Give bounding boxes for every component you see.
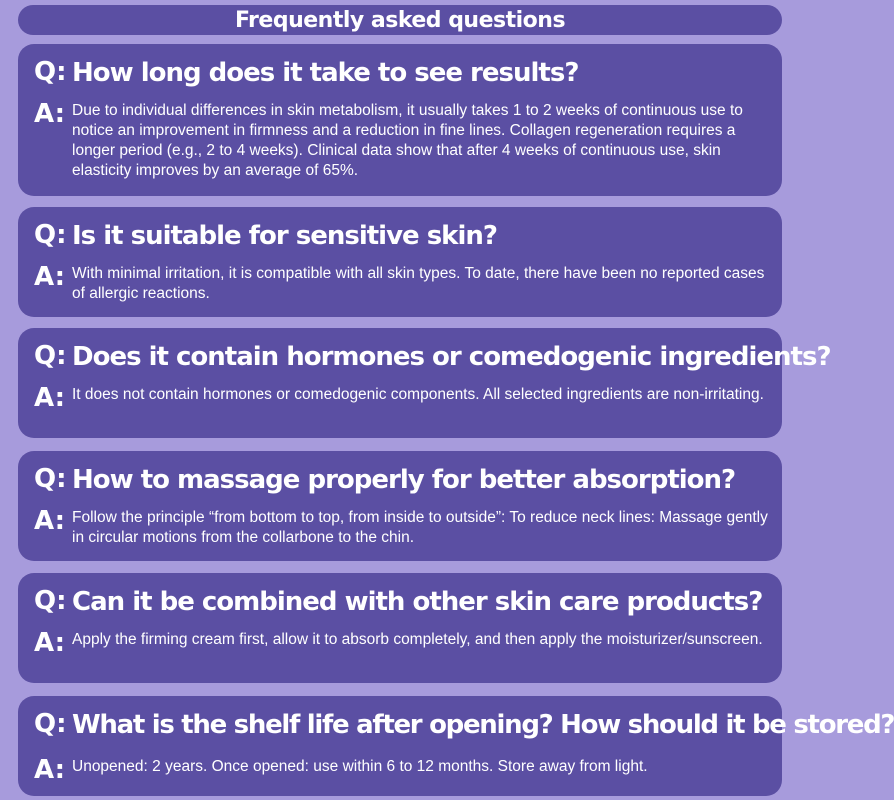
faq-card-massage bbox=[18, 451, 782, 561]
answer-marker: A: bbox=[34, 99, 66, 129]
faq-card-results-time bbox=[18, 44, 782, 196]
faq-answer: Due to individual differences in skin metabolism, it usually takes 1 to 2 weeks of continuous use to notice an improvement in firmness and a reduction in fine lines. Collagen regeneration requires a longer period (e.g., 2 to 4 weeks). Clinical data show that after 4 weeks of continuous use, skin elasticity improves by an average of 65%. bbox=[72, 102, 743, 179]
faq-question: Does it contain hormones or comedogenic ingredients? bbox=[72, 342, 831, 372]
faq-answer: Apply the firming cream first, allow it to absorb completely, and then apply the moisturizer/sunscreen. bbox=[72, 631, 763, 648]
faq-card-hormones bbox=[18, 328, 831, 438]
faq-answer: Follow the principle “from bottom to top, from inside to outside”: To reduce neck lines: Massage gently in circular motions from the collarbone to the chin. bbox=[72, 509, 768, 546]
faq-question: How to massage properly for better absorption? bbox=[72, 465, 736, 495]
faq-card-combine bbox=[18, 573, 782, 683]
faq-card-sensitive-skin bbox=[18, 207, 782, 317]
question-marker: Q: bbox=[34, 709, 67, 739]
faq-answer: Unopened: 2 years. Once opened: use within 6 to 12 months. Store away from light. bbox=[72, 758, 648, 775]
faq-card-shelf-life bbox=[18, 696, 894, 796]
faq-question: How long does it take to see results? bbox=[72, 58, 579, 88]
question-marker: Q: bbox=[34, 464, 67, 494]
answer-marker: A: bbox=[34, 506, 66, 536]
question-marker: Q: bbox=[34, 341, 67, 371]
answer-marker: A: bbox=[34, 262, 66, 292]
question-marker: Q: bbox=[34, 586, 67, 616]
question-marker: Q: bbox=[34, 220, 67, 250]
faq-question: Can it be combined with other skin care products? bbox=[72, 587, 763, 617]
answer-marker: A: bbox=[34, 755, 66, 785]
answer-marker: A: bbox=[34, 383, 66, 413]
faq-answer: It does not contain hormones or comedogenic components. All selected ingredients are non-irritating. bbox=[72, 386, 764, 403]
answer-marker: A: bbox=[34, 628, 66, 658]
faq-question: Is it suitable for sensitive skin? bbox=[72, 221, 497, 251]
faq-question: What is the shelf life after opening? How should it be stored? bbox=[72, 710, 894, 740]
faq-answer: With minimal irritation, it is compatible with all skin types. To date, there have been no reported cases of allergic reactions. bbox=[72, 265, 765, 302]
question-marker: Q: bbox=[34, 57, 67, 87]
faq-header bbox=[18, 5, 782, 35]
faq-title: Frequently asked questions bbox=[234, 7, 566, 33]
